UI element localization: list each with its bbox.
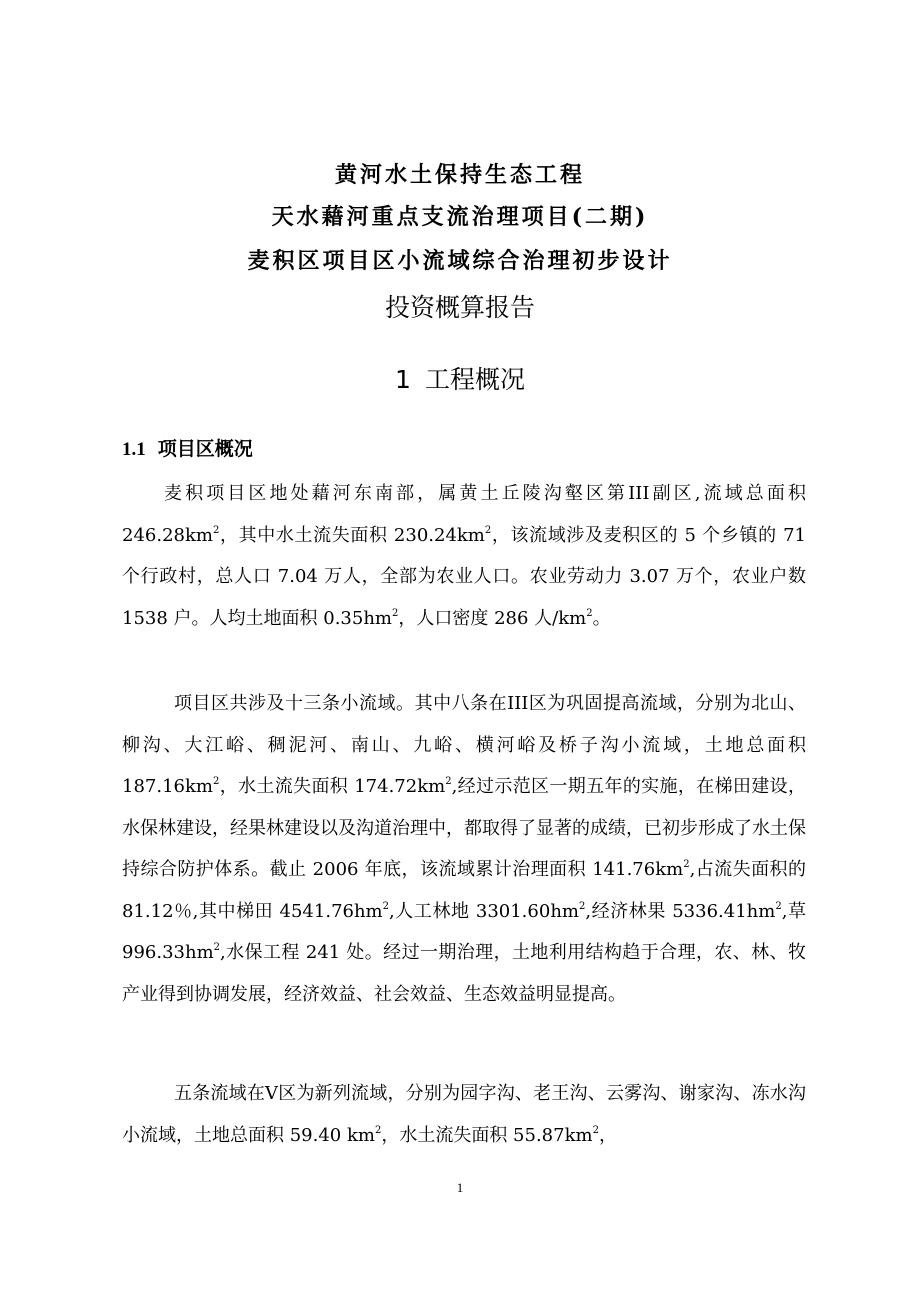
- document-subtitle: 投资概算报告: [384, 293, 535, 322]
- superscript-2: 2: [775, 900, 782, 912]
- paragraph-3-text: 五条流域在Ⅴ区为新列流域，分别为园字沟、老王沟、云雾沟、谢家沟、冻水沟小流域，土地总面积 59.40 km: [122, 1083, 806, 1146]
- section-title: 项目区概况: [157, 438, 253, 460]
- page-number: 1: [456, 1180, 464, 1195]
- document-title-line-3: 麦积区项目区小流域综合治理初步设计: [247, 248, 673, 274]
- superscript-2: 2: [592, 1124, 599, 1136]
- paragraph-2-text: 项目区共涉及十三条小流域。其中八条在III区为巩固提高流域，分别为北山、柳沟、大江峪、稠泥河、南山、九峪、横河峪及桥子沟小流域，土地总面积 187.16km: [122, 693, 806, 797]
- superscript-2: 2: [212, 776, 220, 787]
- superscript-2: 2: [213, 942, 221, 953]
- paragraph-new-watersheds: [122, 1073, 806, 1156]
- paragraph-2-text: ,草 996.33hm: [122, 900, 806, 963]
- document-title-line-1: 黄河水土保持生态工程: [334, 162, 585, 188]
- section-heading: [122, 434, 253, 465]
- superscript-2: 2: [212, 524, 220, 536]
- chapter-number: 1: [395, 365, 411, 394]
- superscript-2: 2: [392, 607, 399, 619]
- paragraph-project-area-overview: [122, 473, 806, 639]
- paragraph-1-text: 。: [592, 607, 611, 629]
- paragraph-2-text: ,占流失面积的 81.12％,其中梯田 4541.76hm: [122, 859, 806, 922]
- document-title-line-2: 天水藉河重点支流治理项目(二期): [271, 204, 649, 230]
- paragraph-2-text: ,水保工程 241 处。经过一期治理，土地利用结构趋于合理，农、林、牧产业得到协调发展，经济效益、社会效益、生态效益明显提高。: [122, 942, 806, 1005]
- paragraph-2-text: ,经过示范区一期五年的实施，在梯田建设，水保林建设，经果林建设以及沟道治理中，都取得了显著的成绩，已初步形成了水土保持综合防护体系。截止 2006 年底，该流域累计治理面积 141.76km: [122, 776, 806, 880]
- paragraph-1-text: 麦积项目区地处藉河东南部，属黄土丘陵沟壑区第III副区,流域总面积 246.28km: [122, 483, 806, 546]
- superscript-2: 2: [374, 1124, 382, 1136]
- paragraph-1-text: ，其中水土流失面积 230.24km: [219, 524, 485, 546]
- superscript-2: 2: [382, 900, 390, 912]
- superscript-2: 2: [445, 776, 452, 787]
- superscript-2: 2: [586, 607, 593, 619]
- chapter-heading: [0, 362, 920, 398]
- paragraph-1-text: ，人口密度 286 人/km: [398, 607, 587, 629]
- paragraph-consolidation-watersheds: [122, 683, 806, 1015]
- paragraph-2-text: ，水土流失面积 174.72km: [219, 776, 446, 797]
- chapter-title: 工程概况: [424, 365, 525, 394]
- paragraph-3-text: ，水土流失面积 55.87km: [381, 1124, 593, 1146]
- paragraph-3-text: ，: [598, 1124, 617, 1146]
- paragraph-2-text: ,经济林果 5336.41hm: [585, 900, 776, 922]
- paragraph-2-text: ,人工林地 3301.60hm: [389, 900, 579, 922]
- superscript-2: 2: [683, 859, 690, 870]
- section-number: 1.1: [122, 439, 146, 460]
- superscript-2: 2: [578, 900, 586, 912]
- superscript-2: 2: [484, 524, 492, 536]
- paragraph-1-text: ，该流域涉及麦积区的 5 个乡镇的 71 个行政村，总人口 7.04 万人，全部为农业人口。农业劳动力 3.07 万个，农业户数 1538 户。人均土地面积 0.35hm: [122, 524, 806, 629]
